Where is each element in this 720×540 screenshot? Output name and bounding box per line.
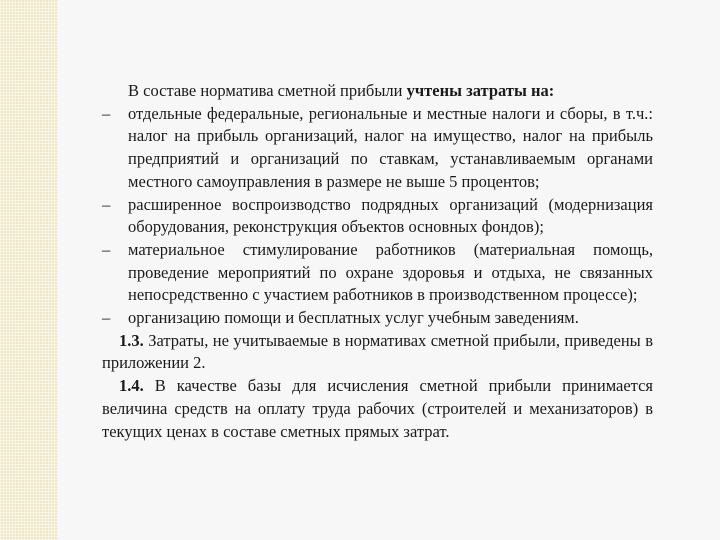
section-text: В качестве базы для исчисления сметной прибыли принимается величина средств на оплату труда рабочих (строителей и механизаторов) в текущих ценах в составе сметных прямых затрат. xyxy=(102,376,653,441)
section-1-4-paragraph xyxy=(102,375,653,443)
section-text: Затраты, не учитываемые в нормативах сметной прибыли, приведены в приложении 2. xyxy=(102,330,653,373)
section-number: 1.3. xyxy=(119,330,144,350)
list-item xyxy=(102,103,653,194)
list-item xyxy=(102,307,653,330)
document-page xyxy=(58,0,720,540)
list-item-text: материальное стимулирование работников (материальная помощь, проведение мероприятий по охране здоровья и отдыха, не связанных непосредственно с участием работников в производственном процессе); xyxy=(128,239,653,305)
dash-bullet: – xyxy=(102,194,111,214)
list-item-text: организацию помощи и бесплатных услуг учебным заведениям. xyxy=(128,308,579,328)
list-item xyxy=(102,194,653,239)
decorative-side-strip xyxy=(0,0,58,540)
list-item xyxy=(102,239,653,307)
intro-text: В составе норматива сметной прибыли xyxy=(128,81,407,100)
dash-bullet: – xyxy=(102,103,111,123)
dash-bullet: – xyxy=(102,239,111,259)
section-number: 1.4. xyxy=(119,376,144,396)
list-item-text: отдельные федеральные, региональные и местные налоги и сборы, в т.ч.: налог на прибыль организаций, налог на имущество, налог на прибыль предприятий и организаций по ставкам, устанавливаемым органами местного самоуправления в размере не выше 5 процентов; xyxy=(128,103,653,191)
intro-paragraph xyxy=(102,80,653,103)
list-item-text: расширенное воспроизводство подрядных организаций (модернизация оборудования, реконструкция объектов основных фондов); xyxy=(128,194,653,237)
section-1-3-paragraph xyxy=(102,330,653,375)
document-body xyxy=(102,80,653,443)
dash-bullet: – xyxy=(102,308,111,328)
intro-bold-text: учтены затраты на: xyxy=(406,81,555,100)
